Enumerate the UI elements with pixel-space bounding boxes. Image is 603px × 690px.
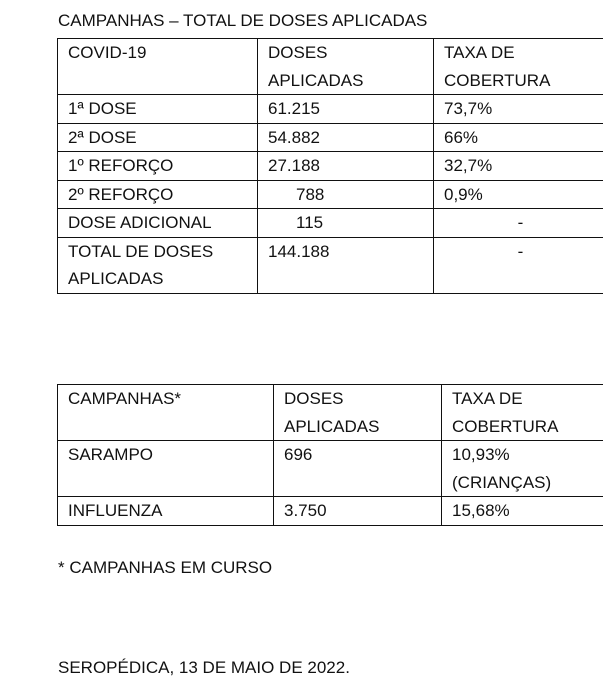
document-heading: CAMPANHAS – TOTAL DE DOSES APLICADAS	[58, 11, 428, 30]
row-rate: 66%	[434, 123, 603, 152]
header-cell-coverage: TAXA DE COBERTURA	[434, 39, 603, 95]
header-cell-doses: DOSES APLICADAS	[274, 385, 442, 441]
row-rate: -	[434, 209, 603, 238]
table-row	[58, 497, 603, 526]
row-label: SARAMPO	[58, 441, 274, 497]
row-label: 1ª DOSE	[58, 95, 258, 124]
total-rate: -	[434, 237, 603, 293]
table-row	[58, 123, 603, 152]
row-doses: 61.215	[258, 95, 434, 124]
row-doses: 115	[258, 209, 434, 238]
table-row	[58, 152, 603, 181]
header-cell-doses: DOSES APLICADAS	[258, 39, 434, 95]
table-row	[58, 441, 603, 497]
row-doses: 27.188	[258, 152, 434, 181]
row-doses: 54.882	[258, 123, 434, 152]
row-label: DOSE ADICIONAL	[58, 209, 258, 238]
covid-doses-table	[57, 38, 603, 294]
table-total-row	[58, 237, 603, 293]
total-doses: 144.188	[258, 237, 434, 293]
row-doses: 788	[258, 180, 434, 209]
table-row	[58, 209, 603, 238]
total-label: TOTAL DE DOSES APLICADAS	[58, 237, 258, 293]
table-header-row	[58, 39, 603, 95]
place-and-date: SEROPÉDICA, 13 DE MAIO DE 2022.	[58, 658, 350, 677]
row-label: 1º REFORÇO	[58, 152, 258, 181]
row-rate: 10,93% (CRIANÇAS)	[442, 441, 603, 497]
table-row	[58, 95, 603, 124]
row-rate: 15,68%	[442, 497, 603, 526]
row-rate: 32,7%	[434, 152, 603, 181]
footnote: * CAMPANHAS EM CURSO	[58, 558, 273, 577]
header-cell-covid: COVID-19	[58, 39, 258, 95]
row-label: 2º REFORÇO	[58, 180, 258, 209]
row-label: INFLUENZA	[58, 497, 274, 526]
row-doses: 3.750	[274, 497, 442, 526]
table-row	[58, 180, 603, 209]
campaigns-table	[57, 384, 603, 526]
row-rate: 0,9%	[434, 180, 603, 209]
row-label: 2ª DOSE	[58, 123, 258, 152]
table-header-row	[58, 385, 603, 441]
row-doses: 696	[274, 441, 442, 497]
header-cell-campaigns: CAMPANHAS*	[58, 385, 274, 441]
header-cell-coverage: TAXA DE COBERTURA	[442, 385, 603, 441]
row-rate: 73,7%	[434, 95, 603, 124]
